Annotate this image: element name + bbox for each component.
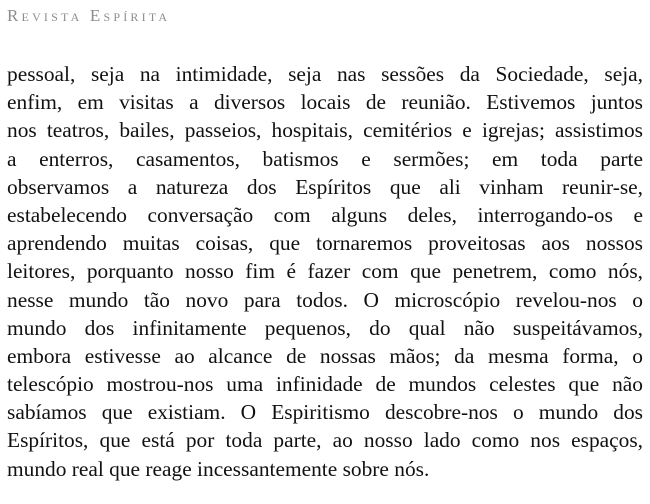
text-line: pessoal, seja na intimidade, seja nas sessões da Sociedade, seja, <box>7 62 643 86</box>
text-line: nesse mundo tão novo para todos. O microscópio revelou-nos o <box>7 287 643 312</box>
text-line: embora estivesse ao alcance de nossas mãos; da mesma forma, o <box>7 343 643 368</box>
text-line: Espíritos, que está por toda parte, ao nosso lado como nos espaços, <box>7 428 643 453</box>
running-head: Revista Espírita <box>7 6 171 25</box>
body-paragraph <box>7 60 643 483</box>
text-line: estabelecendo conversação com alguns deles, interrogando-os e <box>7 202 643 227</box>
text-line: observamos a natureza dos Espíritos que ali vinham reunir-se, <box>7 174 643 199</box>
text-line: mundo real que reage incessantemente sobre nós. <box>7 456 430 481</box>
text-line: enfim, em visitas a diversos locais de reunião. Estivemos juntos <box>7 90 643 115</box>
text-line: telescópio mostrou-nos uma infinidade de mundos celestes que não <box>7 372 643 397</box>
text-line: aprendendo muitas coisas, que tornaremos proveitosas aos nossos <box>7 231 643 256</box>
text-line: nos teatros, bailes, passeios, hospitais, cemitérios e igrejas; assistimos <box>7 118 643 143</box>
text-line: a enterros, casamentos, batismos e sermões; em toda parte <box>7 146 643 171</box>
text-line: mundo dos infinitamente pequenos, do qual não suspeitávamos, <box>7 315 643 340</box>
text-line: sabíamos que existiam. O Espiritismo descobre-nos o mundo dos <box>7 400 643 425</box>
text-line: leitores, porquanto nosso fim é fazer com que penetrem, como nós, <box>7 259 643 284</box>
